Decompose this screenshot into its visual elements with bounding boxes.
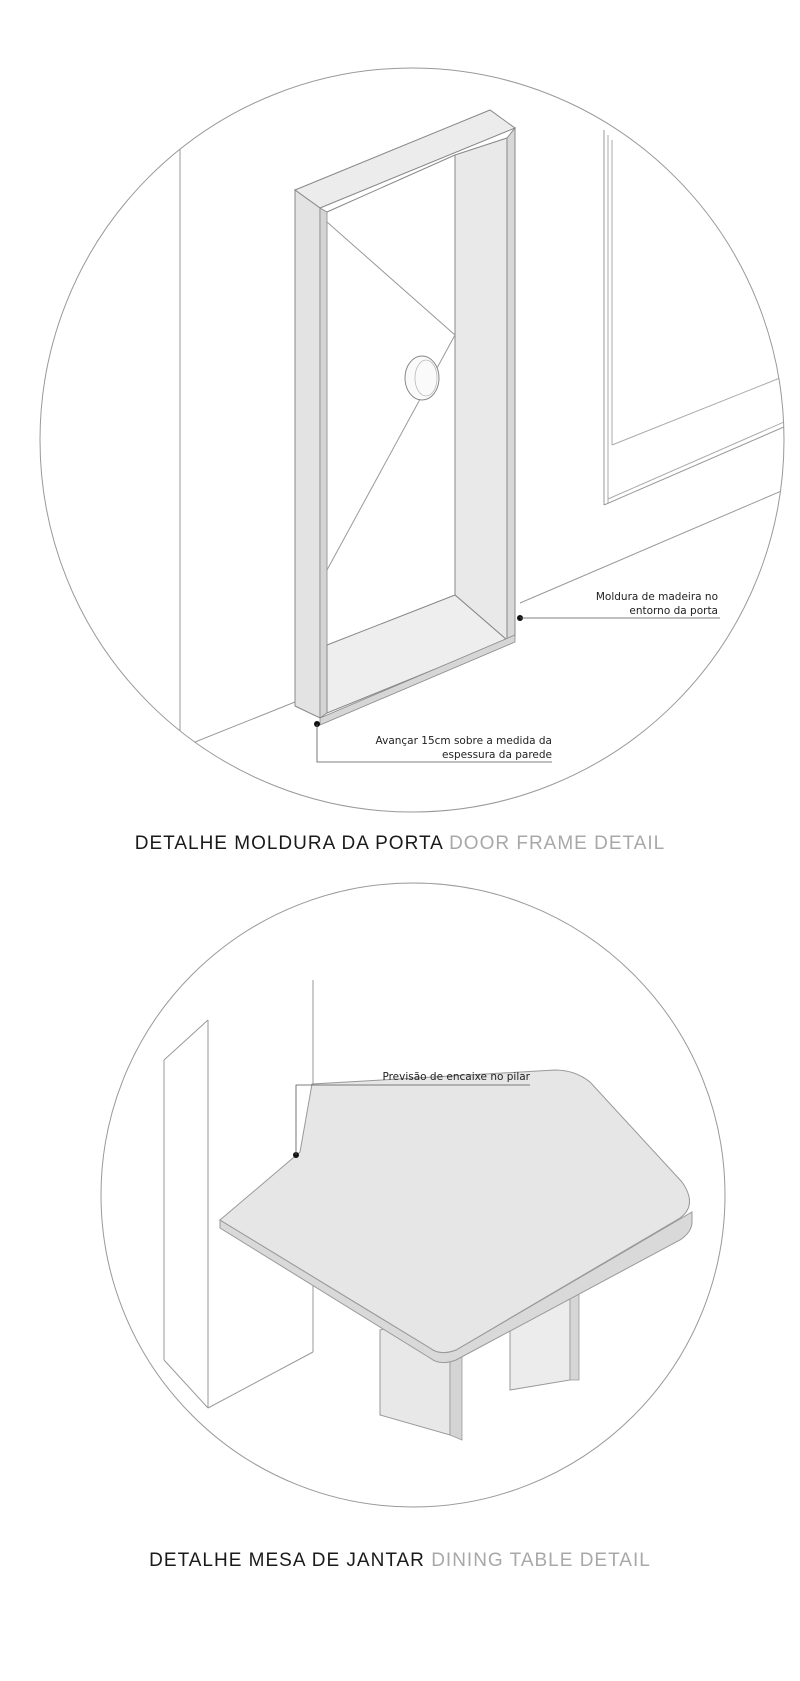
table-top xyxy=(220,1070,690,1353)
note-frame-line1: Moldura de madeira no xyxy=(595,591,718,603)
door-knob-icon xyxy=(405,356,439,400)
callout-frame-molding xyxy=(517,591,720,621)
door-caption-en: DOOR FRAME DETAIL xyxy=(449,833,666,854)
table-caption-pt: DETALHE MESA DE JANTAR xyxy=(149,1550,425,1571)
door-detail-circle xyxy=(40,68,784,812)
note-pillar: Previsão de encaixe no pilar xyxy=(382,1071,530,1083)
dining-table-detail-drawing xyxy=(0,860,800,1540)
table-detail-caption xyxy=(0,1550,800,1572)
door-swing-lines xyxy=(327,222,455,570)
table-caption-en: DINING TABLE DETAIL xyxy=(431,1550,651,1571)
callout-advance-wall xyxy=(314,721,552,762)
door-frame xyxy=(295,110,515,725)
wall-panel xyxy=(604,130,800,505)
note-advance-line2: espessura da parede xyxy=(442,749,552,761)
door-frame-detail-drawing xyxy=(0,0,800,820)
table-scene xyxy=(164,980,692,1440)
door-caption-pt: DETALHE MOLDURA DA PORTA xyxy=(134,833,443,854)
door-scene xyxy=(180,110,800,750)
note-frame-line2: entorno da porta xyxy=(629,605,718,617)
door-detail-caption xyxy=(0,833,800,855)
note-advance-line1: Avançar 15cm sobre a medida da xyxy=(375,735,552,747)
